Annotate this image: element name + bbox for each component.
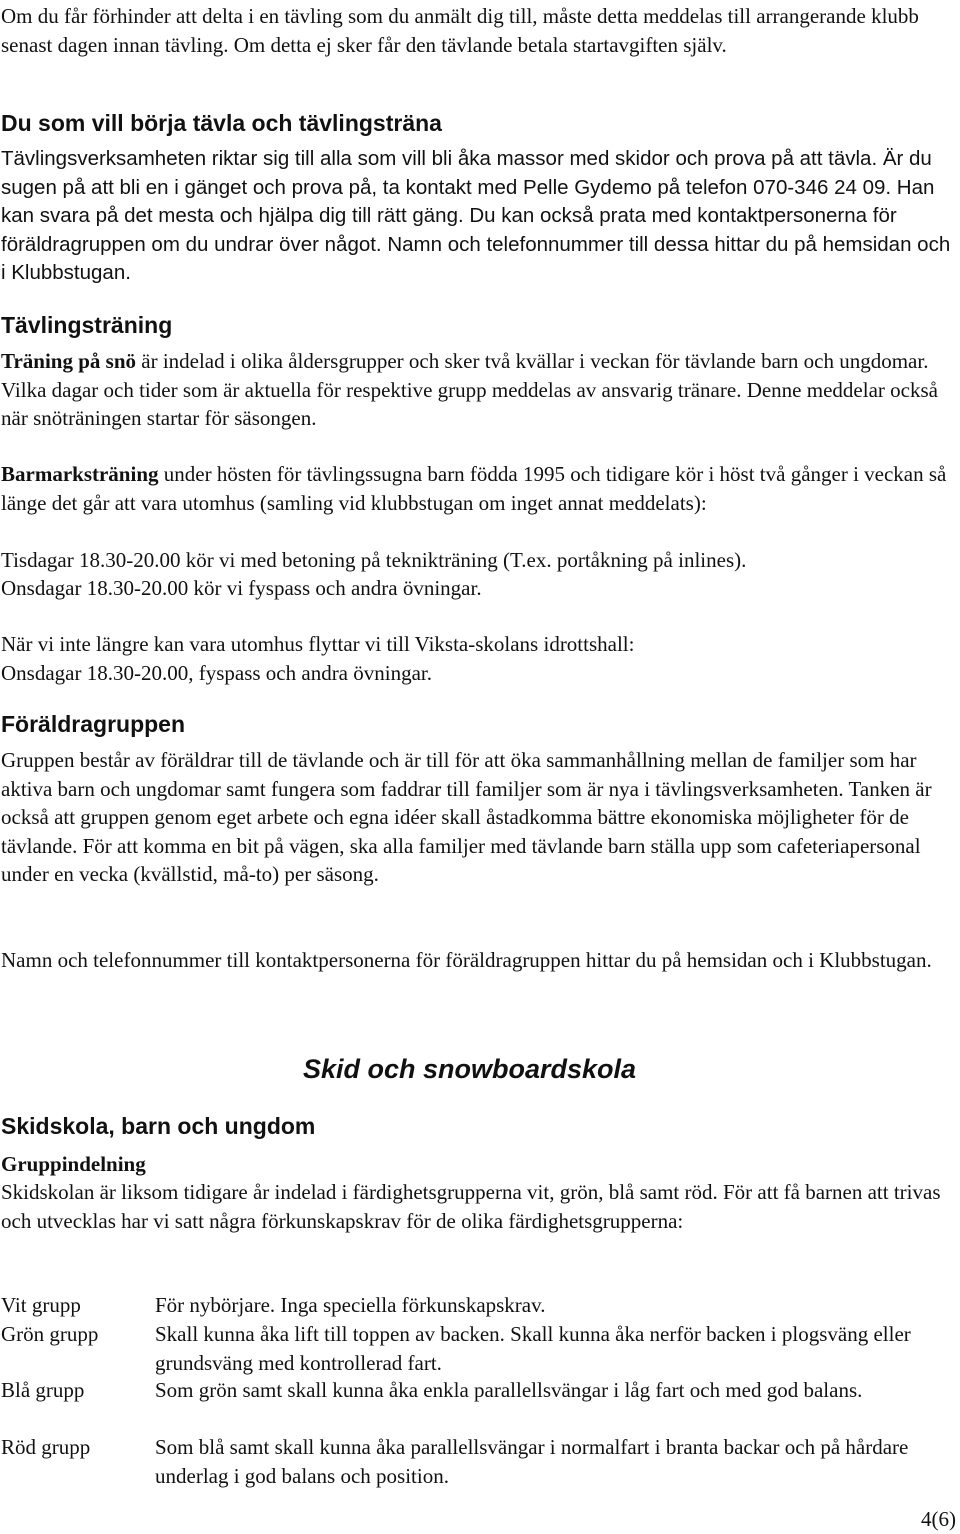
intro-paragraph: Om du får förhinder att delta i en tävling som du anmält dig till, måste detta meddelas till arrangerande klubb senast dagen innan tävling. Om detta ej sker får den tävlande betala startavgiften själv. — [1, 4, 919, 57]
group-name: Grön grupp — [1, 1322, 99, 1346]
start-competing-paragraph: Tävlingsverksamheten riktar sig till alla som vill bli åka massor med skidor och prova på att tävla. Är du sugen på att bli en i gänget och prova på, ta kontakt med Pelle Gydemo på telefon 070-346 24 09. Han kan svara på det mesta och hjälpa dig till rätt gäng. Du kan också prata med kontaktpersonerna för föräldragruppen om du undrar över något. Namn och telefonnummer till dessa hittar du på hemsidan och i Klubbstugan. — [1, 147, 951, 285]
group-description: Skall kunna åka lift till toppen av backen. Skall kunna åka nerför backen i plogsväng eller grundsväng med kontrollerad fart. — [155, 1322, 911, 1375]
section-heading-parent-group: Föräldragruppen — [1, 711, 186, 737]
dryland-training-label: Barmarksträning — [1, 462, 159, 486]
group-division-subheading: Gruppindelning — [1, 1152, 146, 1176]
page-number: 4(6) — [921, 1507, 956, 1531]
dryland-training-text: under hösten för tävlingssugna barn födda 1995 och tidigare kör i höst två gånger i veckan så länge det går att vara utomhus (samling vid klubbstugan om inget annat meddelats): — [1, 462, 947, 515]
ski-school-paragraph: Skidskolan är liksom tidigare år indelad i färdighetsgrupperna vit, grön, blå samt röd. För att få barnen att trivas och utvecklas har vi satt några förkunskapskrav för de olika färdighetsgrupperna: — [1, 1180, 941, 1233]
snow-training-paragraph — [1, 347, 956, 433]
indoor-schedule: Onsdagar 18.30-20.00, fyspass och andra övningar. — [1, 661, 432, 685]
group-name: Blå grupp — [1, 1378, 85, 1402]
group-description: För nybörjare. Inga speciella förkunskapskrav. — [155, 1293, 546, 1317]
group-name: Vit grupp — [1, 1293, 81, 1317]
tuesday-schedule: Tisdagar 18.30-20.00 kör vi med betoning på teknikträning (T.ex. portåkning på inlines). — [1, 548, 747, 572]
parent-group-contacts: Namn och telefonnummer till kontaktpersonerna för föräldragruppen hittar du på hemsidan och i Klubbstugan. — [1, 948, 932, 972]
wednesday-schedule: Onsdagar 18.30-20.00 kör vi fyspass och andra övningar. — [1, 576, 482, 600]
ski-school-title: Skid och snowboardskola — [303, 1054, 637, 1084]
section-heading-start-competing: Du som vill börja tävla och tävlingsträna — [1, 110, 442, 136]
group-description: Som grön samt skall kunna åka enkla parallellsvängar i låg fart och med god balans. — [155, 1378, 863, 1402]
section-heading-competition-training: Tävlingsträning — [1, 312, 173, 338]
indoor-intro: När vi inte längre kan vara utomhus flyttar vi till Viksta-skolans idrottshall: — [1, 632, 635, 656]
group-description: Som blå samt skall kunna åka parallellsvängar i normalfart i branta backar och på hårdare underlag i god balans och position. — [155, 1435, 909, 1488]
snow-training-label: Träning på snö — [1, 349, 136, 373]
section-heading-ski-school: Skidskola, barn och ungdom — [1, 1113, 316, 1139]
group-name: Röd grupp — [1, 1435, 91, 1459]
dryland-training-paragraph — [1, 460, 956, 517]
parent-group-paragraph: Gruppen består av föräldrar till de tävlande och är till för att öka sammanhållning mellan de familjer som har aktiva barn och ungdomar samt fungera som faddrar till familjer som är nya i tävlingsverksamheten. Tanken är också att gruppen genom eget arbete och egna idéer skall åstadkomma bättre ekonomiska möjligheter för de tävlande. För att komma en bit på vägen, ska alla familjer med tävlande barn ställa upp som cafeteriapersonal under en vecka (kvällstid, må-to) per säsong. — [1, 748, 932, 887]
snow-training-text: är indelad i olika åldersgrupper och sker två kvällar i veckan för tävlande barn och ungdomar. Vilka dagar och tider som är aktuella för respektive grupp meddelas av ansvarig tränare. Denne meddelar också när snöträningen startar för säsongen. — [1, 349, 938, 431]
